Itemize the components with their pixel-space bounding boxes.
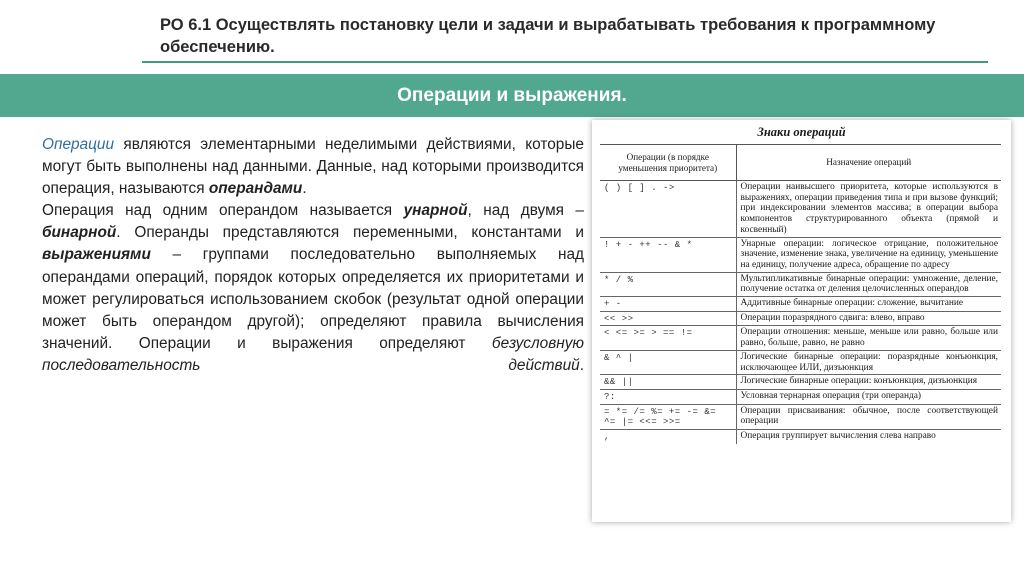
operator-cell: ( ) [ ] . -> — [600, 181, 736, 238]
table-row — [600, 430, 1001, 444]
paragraph-details — [42, 200, 584, 377]
operators-table — [600, 144, 1001, 444]
operator-cell: ?: — [600, 389, 736, 404]
text-span: , над двумя – — [467, 202, 584, 220]
operators-table-figure — [592, 120, 1011, 522]
column-header-purpose: Назначение операций — [736, 145, 1001, 181]
text-span: . — [302, 180, 307, 198]
body-text — [42, 134, 584, 377]
table-row — [600, 237, 1001, 272]
description-cell: Операции наивысшего приоритета, которые используются в выражениях, операции приведения типа и при вызове функций; при индексировании элементов массива; в операции выбора компонентов структурированного объекта (прямой и косвенный) — [736, 181, 1001, 238]
description-cell: Операции отношения: меньше, меньше или равно, больше или равно, больше, равно, не равно — [736, 326, 1001, 350]
operator-cell: << >> — [600, 311, 736, 326]
table-row — [600, 311, 1001, 326]
text-span: . — [579, 356, 584, 374]
table-row — [600, 389, 1001, 404]
table-row — [600, 404, 1001, 429]
table-row — [600, 297, 1001, 312]
description-cell: Операции поразрядного сдвига: влево, вправо — [736, 311, 1001, 326]
operator-cell: ! + - ++ -- & * — [600, 237, 736, 272]
table-title: Знаки операций — [757, 125, 846, 139]
text-span: Операция над одним операндом называется — [42, 202, 404, 220]
term-binary: бинарной — [42, 224, 117, 242]
description-cell: Мультипликативные бинарные операции: умножение, деление, получение остатка от деления целочисленных операндов — [736, 272, 1001, 296]
table-header-row — [600, 145, 1001, 181]
operator-cell: , — [600, 430, 736, 444]
description-cell: Операции присваивания: обычное, после соответствующей операции — [736, 404, 1001, 429]
description-cell: Логические бинарные операции: конъюнкция, дизъюнкция — [736, 375, 1001, 390]
table-row — [600, 326, 1001, 350]
description-cell: Логические бинарные операции: поразрядные конъюнкция, исключающее ИЛИ, дизъюнкция — [736, 350, 1001, 374]
table-row — [600, 375, 1001, 390]
table-row — [600, 350, 1001, 374]
banner-title: Операции и выражения. — [397, 84, 627, 106]
term-sequence: безусловную последовательность действий — [42, 334, 584, 374]
text-span: являются элементарными неделимыми действиями, которые могут быть выполнены над данными. Данные, над которыми производится операция, называются — [42, 136, 584, 198]
operator-cell: < <= >= > == != — [600, 326, 736, 350]
paragraph-definition — [42, 134, 584, 200]
table-row — [600, 272, 1001, 296]
term-unary: унарной — [403, 202, 468, 220]
page-title: РО 6.1 Осуществлять постановку цели и задачи и вырабатывать требования к программному обеспечению. — [160, 16, 936, 56]
description-cell: Операция группирует вычисления слева направо — [740, 431, 936, 442]
operator-cell: & ^ | — [600, 350, 736, 374]
operator-cell: * / % — [600, 272, 736, 296]
term-expressions: выражениями — [42, 246, 151, 264]
term-operations: Операции — [42, 136, 115, 153]
table-row — [600, 181, 1001, 238]
column-header-operations: Операции (в порядке уменьшения приоритета) — [600, 145, 736, 181]
operator-cell: = *= /= %= += -= &= ^= |= <<= >>= — [600, 404, 736, 429]
operator-cell: + - — [600, 297, 736, 312]
description-cell: Условная тернарная операция (три операнда) — [736, 389, 1001, 404]
description-cell: Унарные операции: логическое отрицание, положительное значение, изменение знака, увеличение на единицу, уменьшение на единицу, получение адреса, обращение по адресу — [736, 237, 1001, 272]
term-operands: операндами — [208, 180, 303, 198]
operator-cell: && || — [600, 375, 736, 390]
text-span: . Операнды представляются переменными, константами и — [116, 224, 584, 242]
text-span: – группами последовательно выполняемых над операндами операций, порядок которых определяется их приоритетами и может регулироваться использованием скобок (результат одной операции может быть операндом другой); определяют правила вычисления значений. Операции и выражения определяют — [42, 246, 584, 352]
description-cell: Аддитивные бинарные операции: сложение, вычитание — [736, 297, 1001, 312]
title-divider — [142, 61, 988, 63]
section-banner — [0, 74, 1024, 117]
